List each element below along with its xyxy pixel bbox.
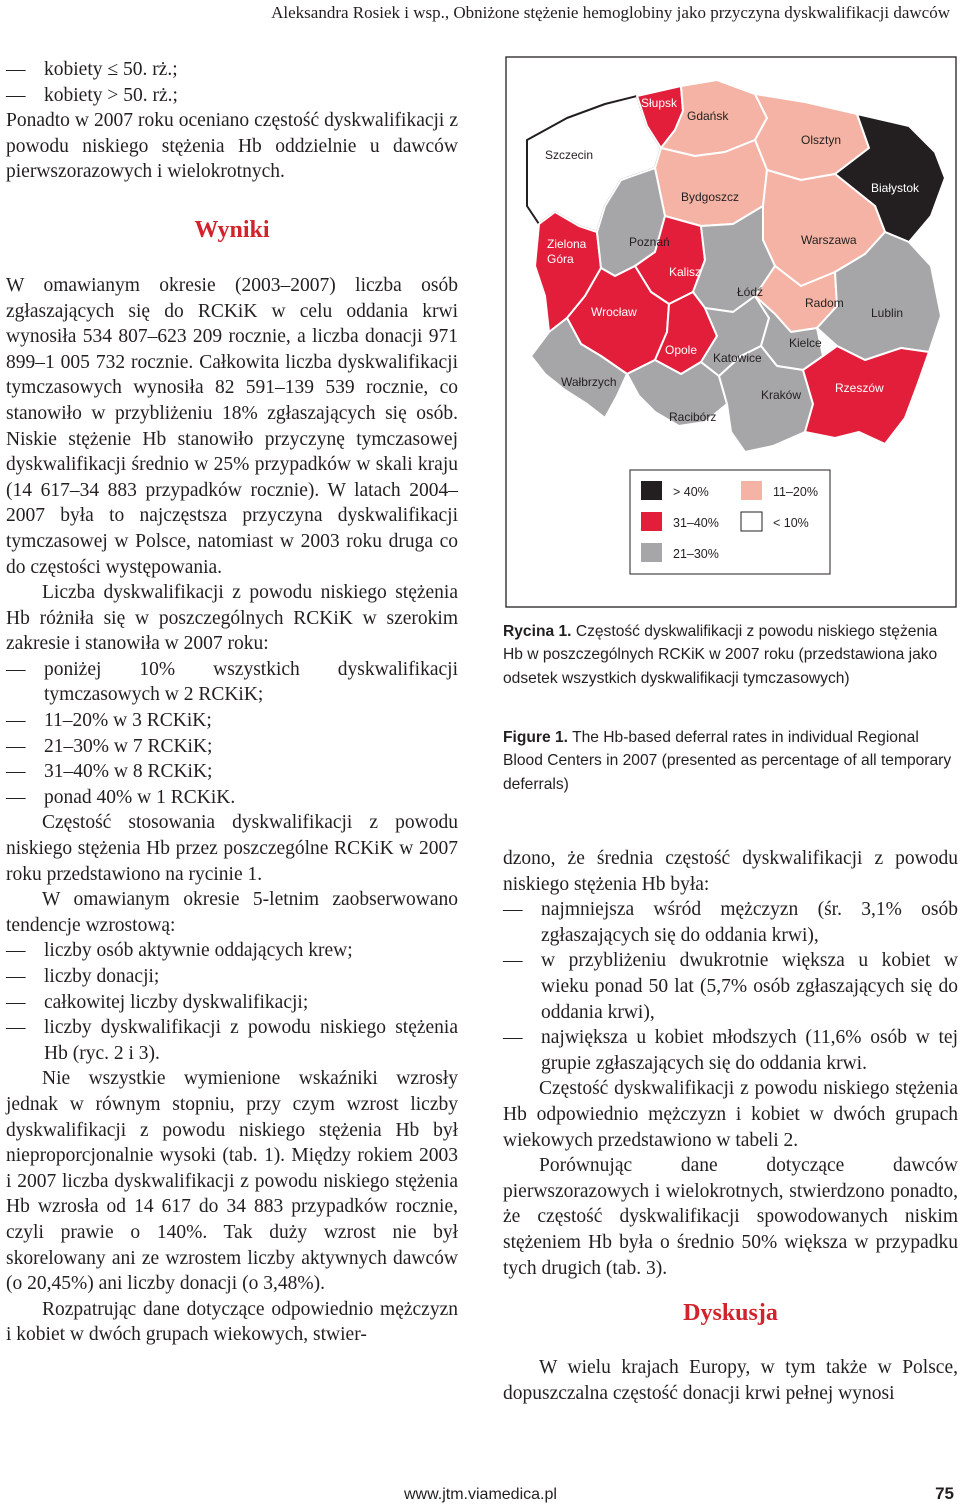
list-item: — najmniejsza wśród mężczyzn (śr. 3,1% osób zgłaszających się do oddania krwi), — [503, 899, 958, 946]
legend-label: < 10% — [773, 516, 809, 530]
list-item: — liczby donacji; — [6, 966, 160, 987]
legend-label: 11–20% — [773, 485, 818, 499]
label-walbrzych: Wałbrzych — [561, 375, 617, 389]
legend-swatch-red — [641, 512, 662, 531]
page-number: 75 — [935, 1484, 954, 1503]
paragraph: W omawianym okresie 5-letnim zaobserwowano tendencje wzrostową: — [6, 889, 458, 936]
label-warszawa: Warszawa — [801, 233, 857, 247]
paragraph: W wielu krajach Europy, w tym także w Polsce, dopuszczalna częstość donacji krwi pełnej wynosi — [503, 1357, 958, 1404]
paragraph: Liczba dyskwalifikacji z powodu niskiego stężenia Hb różniła się w poszczególnych RCKiK w szerokim zakresie i stanowiła w 2007 roku: — [6, 582, 458, 655]
right-column — [503, 846, 958, 1406]
paragraph: Porównując dane dotyczące dawców pierwszorazowych i wielokrotnych, stwierdzono ponadto, że częstość dyskwalifikacji spowodowanych niskim stężeniem Hb była o średnio 50% większa w przypadku tych drugich (tab. 3). — [503, 1155, 958, 1279]
label-kalisz: Kalisz — [669, 265, 702, 279]
list-item: — poniżej 10% wszystkich dyskwalifikacji tymczasowych w 2 RCKiK; — [6, 658, 458, 706]
figure-caption-en: Figure 1. The Hb-based deferral rates in individual Regional Blood Centers in 2007 (presented as percentage of all temporary deferrals) — [503, 729, 952, 793]
label-krakow: Kraków — [761, 388, 802, 402]
label-wroclaw: Wrocław — [591, 305, 637, 319]
legend-label: 31–40% — [673, 516, 719, 530]
list-item: — całkowitej liczby dyskwalifikacji; — [6, 991, 309, 1013]
left-column — [6, 57, 458, 1348]
label-rzeszow: Rzeszów — [835, 381, 884, 395]
section-title-wyniki: Wyniki — [194, 216, 270, 243]
label-kielce: Kielce — [789, 336, 822, 350]
legend-swatch-black — [641, 481, 662, 500]
legend-label: > 40% — [673, 485, 709, 499]
label-bialystok: Białystok — [871, 181, 920, 195]
list-item: — kobiety ≤ 50. rż.; — [6, 59, 178, 80]
running-header: Aleksandra Rosiek i wsp., Obniżone stężenie hemoglobiny jako przyczyna dyskwalifikacji dawców — [271, 3, 950, 22]
paragraph: Częstość stosowania dyskwalifikacji z powodu niskiego stężenia Hb przez poszczególne RCKiK w 2007 roku przedstawiono na rycinie 1. — [6, 812, 458, 885]
label-bydgoszcz: Bydgoszcz — [681, 190, 740, 204]
paragraph: W omawianym okresie (2003–2007) liczba osób zgłaszających się do RCKiK w celu oddania krwi wynosiła 534 807–623 209 rocznie, a liczba donacji 971 899–1 005 732 rocznie. Całkowita liczba dyskwalifikacji tymczasowych wynosiła 82 591–139 539 rocznie, co stanowiło w przybliżeniu 18% zgłaszających się osób. Niskie stężenie Hb stanowiło przyczynę tymczasowej dyskwalifikacji średnio w 25% przypadków w skali kraju (14 617–34 883 przypadków rocznie). W latach 2004–2007 była to najczęstsza przyczyna dyskwalifikacji tymczasowej w Polsce, natomiast w 2003 roku druga co do częstości występowania. — [6, 274, 458, 578]
list-item: — kobiety > 50. rż.; — [6, 84, 178, 106]
section-title-dyskusja: Dyskusja — [683, 1300, 778, 1327]
list-item: — ponad 40% w 1 RCKiK. — [6, 786, 236, 808]
paragraph: Nie wszystkie wymienione wskaźniki wzrosły jednak w równym stopniu, przy czym wzrost liczby dyskwalifikacji z powodu niskiego stężenia Hb był nieproporcjonalnie wysoki (tab. 1). Między rokiem 2003 i 2007 liczba dyskwalifikacji z powodu niskiego stężenia Hb wzrosła od 14 617 do 34 883 przypadków rocznie, czyli prawie o 140%. Tak duży wzrost nie był skorelowany ani ze wzrostem liczby aktywnych dawców (o 20,45%) ani liczby donacji (o 3,48%). — [6, 1068, 458, 1295]
paragraph: Rozpatrując dane dotyczące odpowiednio mężczyzn i kobiet w dwóch grupach wiekowych, stwier- — [6, 1298, 458, 1346]
label-olsztyn: Olsztyn — [801, 133, 842, 147]
list-item: — liczby osób aktywnie oddających krew; — [6, 940, 353, 962]
legend-swatch-pink — [741, 481, 762, 500]
legend-swatch-gray — [641, 543, 662, 562]
label-katowice: Katowice — [713, 351, 762, 365]
label-poznan: Poznań — [629, 235, 670, 249]
label-zielona: Zielona Góra — [547, 237, 587, 266]
map-legend — [630, 470, 830, 574]
list-item: — największa u kobiet młodszych (11,6% osób w tej grupie zgłaszających się do oddania krwi. — [503, 1027, 958, 1074]
legend-swatch-white — [741, 512, 762, 531]
label-lodz: Łódź — [737, 285, 764, 299]
poland-rckik-map — [505, 56, 957, 608]
label-slupsk: Słupsk — [641, 96, 678, 110]
label-opole: Opole — [665, 343, 698, 357]
list-item: — w przybliżeniu dwukrotnie większa u kobiet w wieku ponad 50 lat (5,7% osób zgłaszających się do oddania krwi), — [503, 950, 958, 1023]
list-item: — liczby dyskwalifikacji z powodu niskiego stężenia Hb (ryc. 2 i 3). — [6, 1017, 458, 1064]
figure-caption-pl: Rycina 1. Częstość dyskwalifikacji z powodu niskiego stężenia Hb w poszczególnych RCKiK w 2007 roku (przedstawiona jako odsetek wszystkich dyskwalifikacji tymczasowych) — [503, 623, 938, 687]
label-szczecin: Szczecin — [545, 148, 594, 162]
list-item: — 31–40% w 8 RCKiK; — [6, 761, 213, 783]
list-item: — 21–30% w 7 RCKiK; — [6, 735, 213, 757]
label-lublin: Lublin — [871, 306, 904, 320]
paragraph: dzono, że średnia częstość dyskwalifikacji z powodu niskiego stężenia Hb była: — [503, 848, 958, 895]
paragraph: Częstość dyskwalifikacji z powodu niskiego stężenia Hb odpowiednio mężczyzn i kobiet w dwóch grupach wiekowych przedstawiono w tabeli 2. — [503, 1078, 958, 1151]
paragraph: Ponadto w 2007 roku oceniano częstość dyskwalifikacji z powodu niskiego stężenia Hb oddzielnie u dawców pierwszorazowych i wielokrotnych. — [6, 110, 458, 183]
legend-label: 21–30% — [673, 547, 719, 561]
list-item: — 11–20% w 3 RCKiK; — [6, 710, 212, 732]
label-radom: Radom — [805, 296, 844, 310]
footer-url[interactable]: www.jtm.viamedica.pl — [404, 1486, 557, 1503]
label-raciborz: Racibórz — [669, 410, 717, 424]
label-gdansk: Gdańsk — [687, 109, 729, 123]
